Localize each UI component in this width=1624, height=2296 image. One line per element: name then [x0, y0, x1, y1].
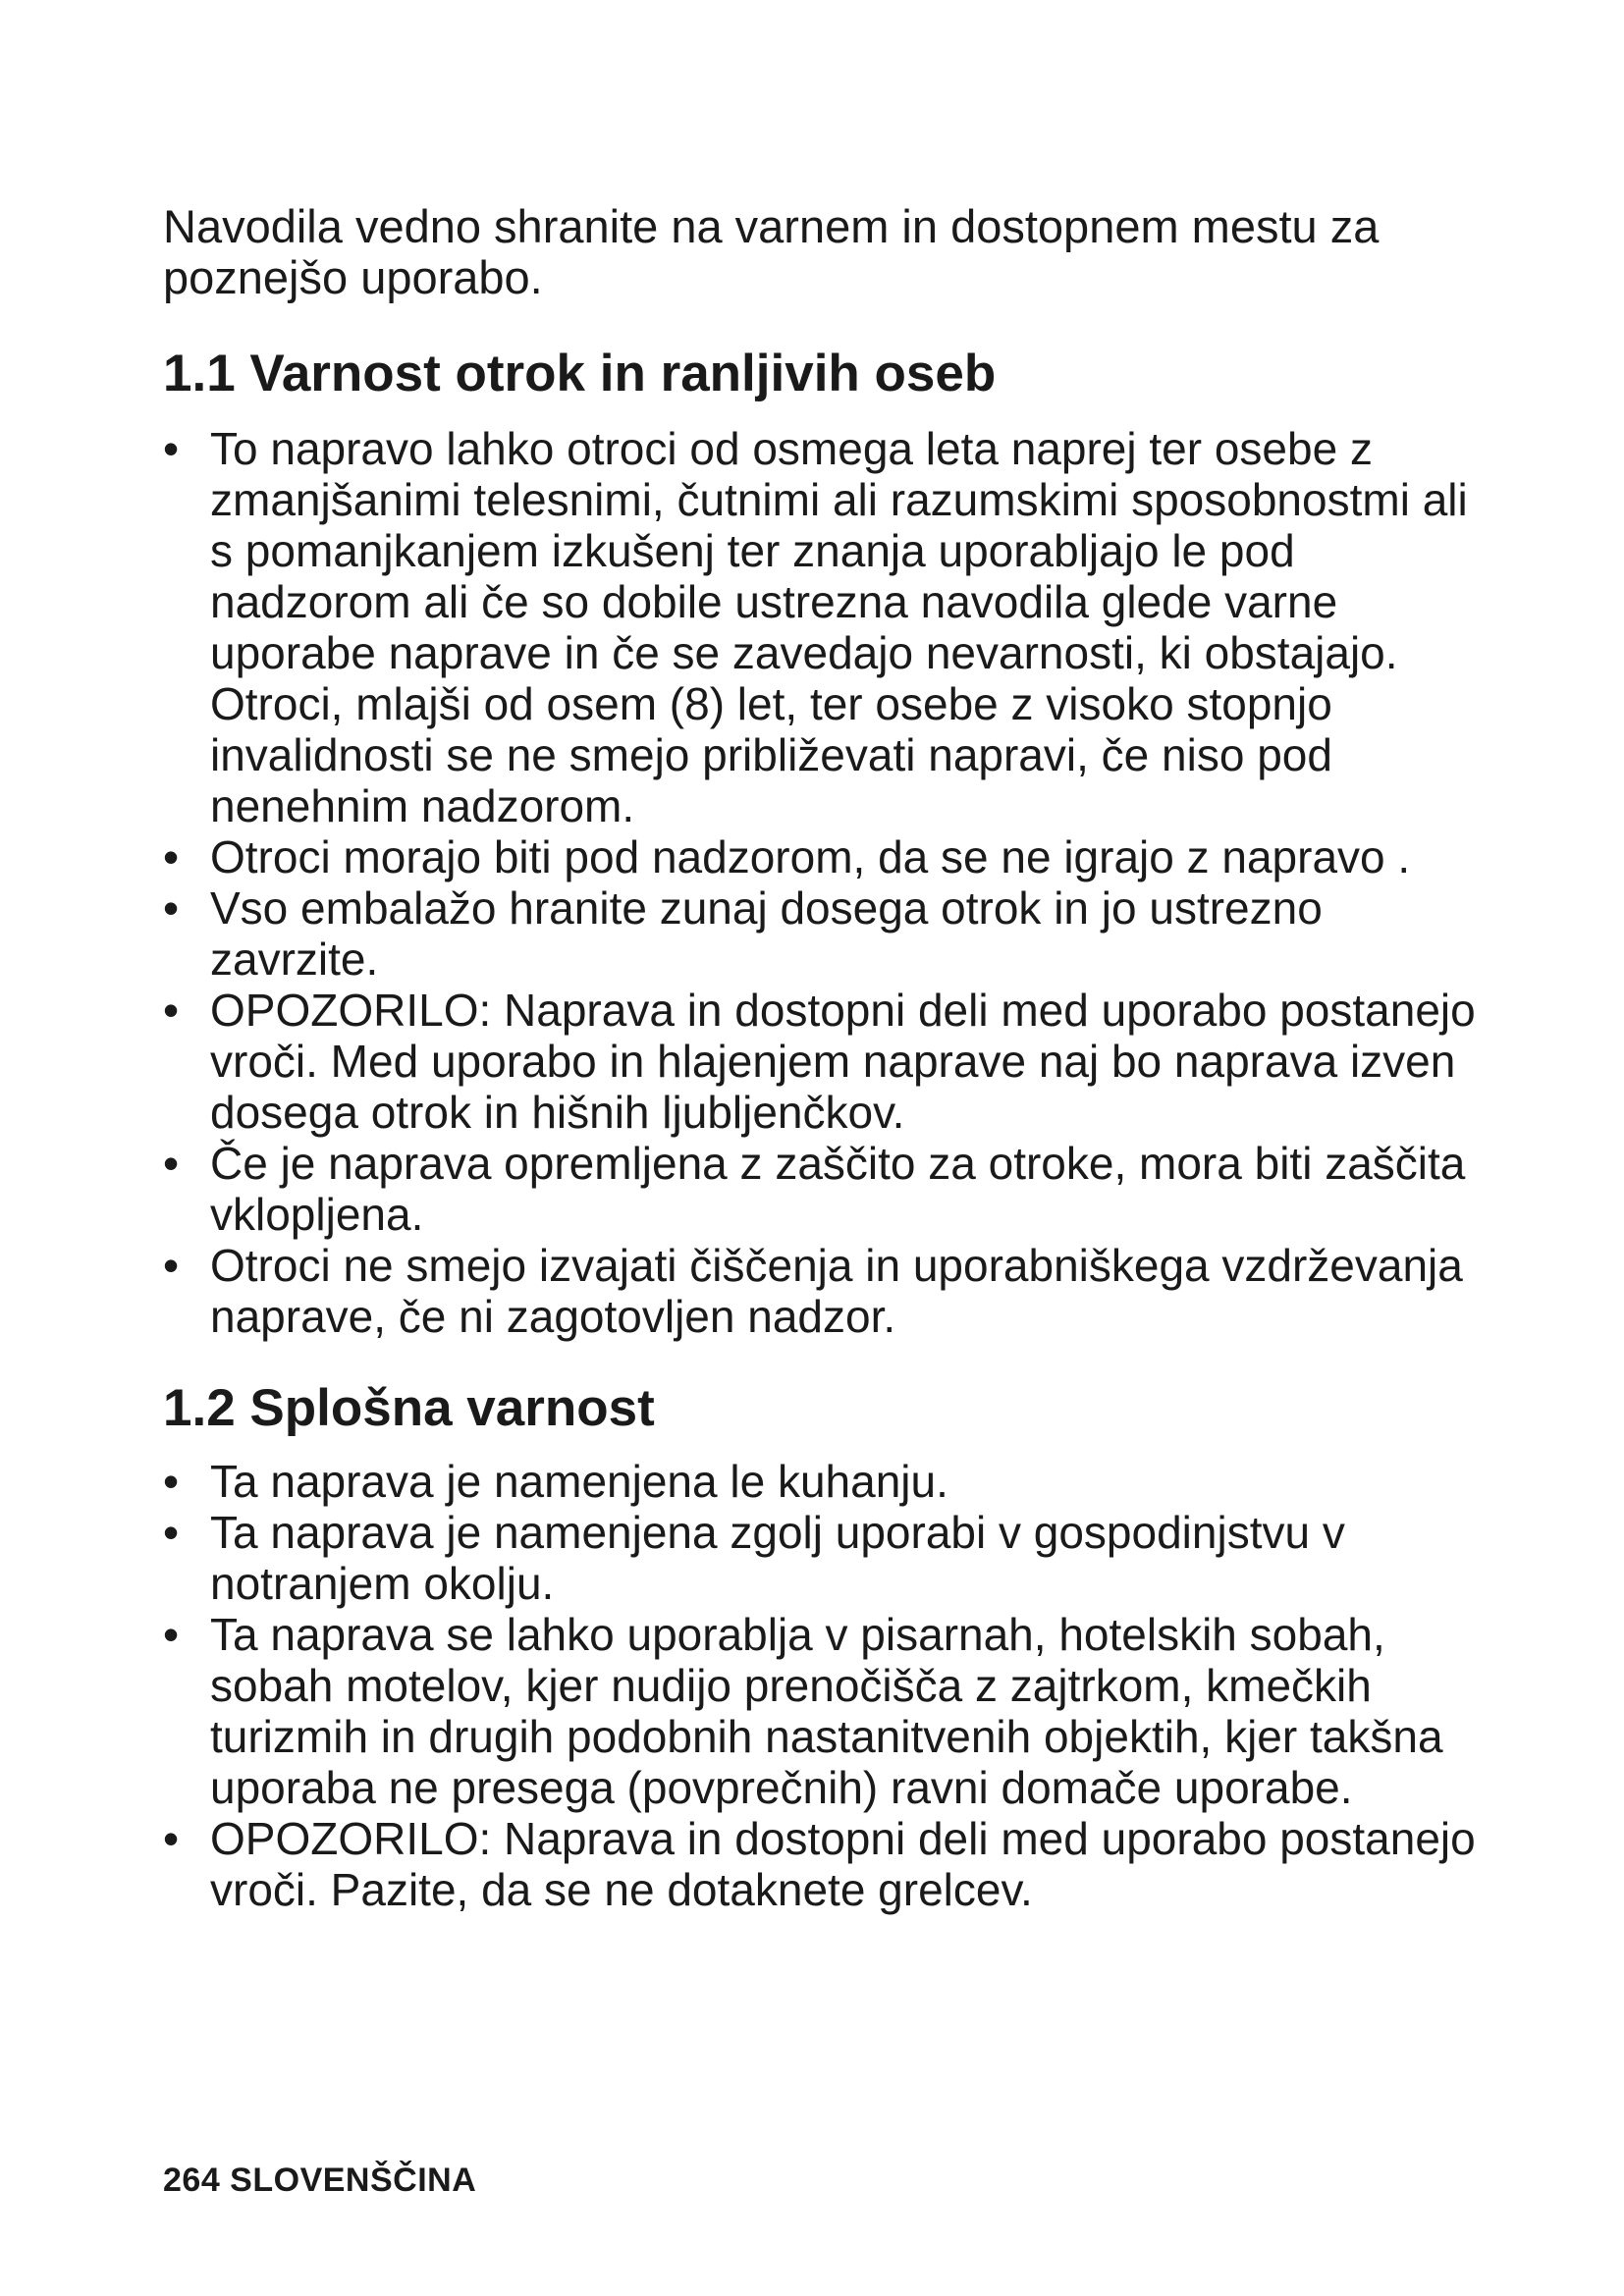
list-item: • Otroci morajo biti pod nadzorom, da se ne igrajo z napravo .	[163, 831, 1498, 882]
list-item: • OPOZORILO: Naprava in dostopni deli med uporabo postanejo vroči. Med uporabo in hlajenjem naprave naj bo naprava izven dosega otrok in hišnih ljubljenčkov.	[163, 985, 1498, 1138]
children-safety-list	[163, 423, 1498, 1342]
list-item: • To napravo lahko otroci od osmega leta naprej ter osebe z zmanjšanimi telesnimi, čutnimi ali razumskimi sposobnostmi ali s pomanjkanjem izkušenj ter znanja uporabljajo le pod nadzorom ali če so dobile ustrezna navodila glede varne uporabe naprave in če se zavedajo nevarnosti, ki obstajajo. Otroci, mlajši od osem (8) let, ter osebe z visoko stopnjo invalidnosti se ne smejo približevati napravi, če niso pod nenehnim nadzorom.	[163, 423, 1498, 831]
list-item: • Če je naprava opremljena z zaščito za otroke, mora biti zaščita vklopljena.	[163, 1138, 1498, 1240]
page-content	[163, 201, 1498, 1915]
intro-paragraph: Navodila vedno shranite na varnem in dostopnem mestu za poznejšo uporabo.	[163, 200, 1380, 303]
section-heading-general-safety: 1.2 Splošna varnost	[163, 1379, 655, 1437]
section-heading-children-safety: 1.1 Varnost otrok in ranljivih oseb	[163, 345, 997, 402]
list-item: • Otroci ne smejo izvajati čiščenja in uporabniškega vzdrževanja naprave, če ni zagotovljen nadzor.	[163, 1240, 1498, 1342]
list-item: • Ta naprava se lahko uporablja v pisarnah, hotelskih sobah, sobah motelov, kjer nudijo prenočišča z zajtrkom, kmečkih turizmih in drugih podobnih nastanitvenih objektih, kjer takšna uporaba ne presega (povprečnih) ravni domače uporabe.	[163, 1609, 1498, 1813]
page-footer: 264 SLOVENŠČINA	[163, 2162, 477, 2199]
list-item: • Vso embalažo hranite zunaj dosega otrok in jo ustrezno zavrzite.	[163, 882, 1498, 985]
list-item: • OPOZORILO: Naprava in dostopni deli med uporabo postanejo vroči. Pazite, da se ne dotaknete grelcev.	[163, 1813, 1498, 1915]
list-item: • Ta naprava je namenjena zgolj uporabi v gospodinjstvu v notranjem okolju.	[163, 1507, 1498, 1609]
list-item: • Ta naprava je namenjena le kuhanju.	[163, 1456, 1498, 1507]
general-safety-list	[163, 1456, 1498, 1915]
